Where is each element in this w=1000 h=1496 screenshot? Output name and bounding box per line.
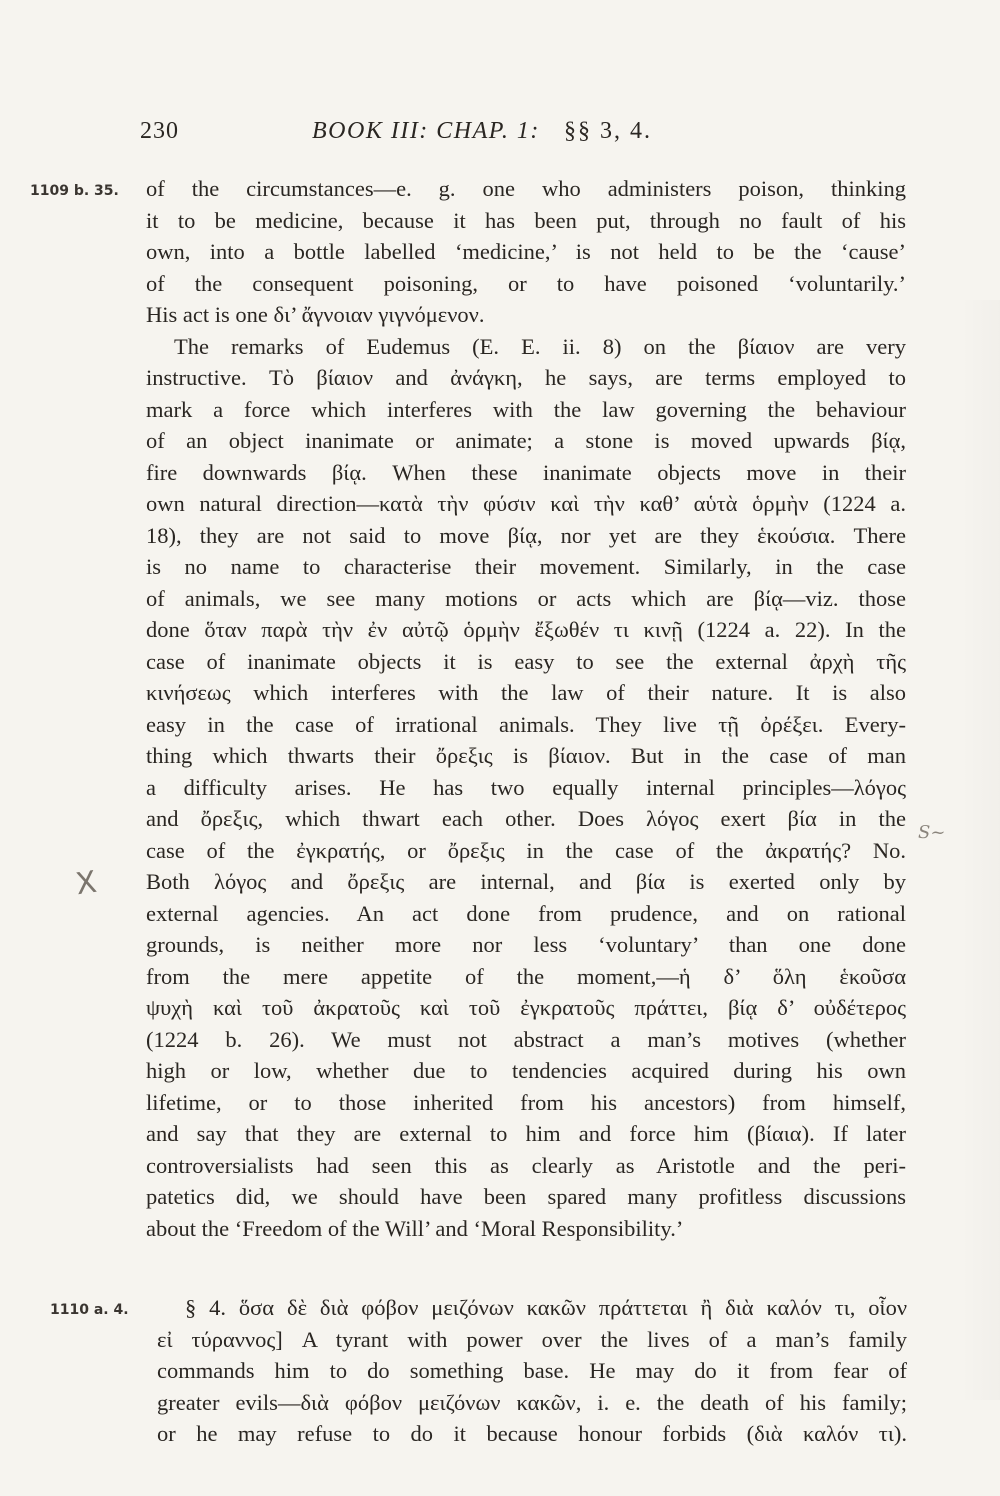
text-line: of the circumstances—e. g. one who administers poison, thinking (146, 176, 906, 201)
page-number: 230 (140, 118, 179, 144)
text-line: of an object inanimate or animate; a stone is moved upwards βίᾳ, (146, 428, 906, 453)
text-line: εἰ τύραννος] A tyrant with power over the lives of a man’s family (157, 1326, 907, 1352)
text-line: patetics did, we should have been spared many profitless discussions (146, 1184, 906, 1209)
text-line: is no name to characterise their movement. Similarly, in the case (146, 554, 906, 579)
text-line: easy in the case of irrational animals. They live τῇ ὀρέξει. Every- (146, 711, 906, 737)
text-line: it to be medicine, because it has been put, through no fault of his (146, 207, 906, 233)
handwritten-x-mark: X (73, 864, 99, 903)
text-line: commands him to do something base. He may do it from fear of (157, 1358, 907, 1383)
text-line: thing which thwarts their ὄρεξις is βίαιον. But in the case of man (146, 743, 906, 768)
text-line: controversialists had seen this as clearly as Aristotle and the peri- (146, 1152, 906, 1178)
text-line: instructive. Τὸ βίαιον and ἀνάγκη, he says, are terms employed to (146, 365, 906, 390)
handwritten-margin-scribble: S~ (918, 822, 946, 843)
margin-reference-2: 1110 a. 4. (50, 1302, 129, 1318)
text-line: high or low, whether due to tendencies acquired during his own (146, 1058, 906, 1083)
text-line: a difficulty arises. He has two equally internal principles—λόγος (146, 774, 906, 800)
text-line: Both λόγος and ὄρεξις are internal, and βία is exerted only by (146, 869, 906, 894)
section-marks: §§ 3, 4. (564, 118, 652, 144)
text-line: and say that they are external to him and force him (βίαια). If later (146, 1121, 906, 1146)
text-line: done ὅταν παρὰ τὴν ἐν αὐτῷ ὁρμὴν ἔξωθέν τι κινῇ (1224 a. 22). In the (146, 617, 906, 642)
text-line: from the mere appetite of the moment,—ἡ δ’ ὅλη ἑκοῦσα (146, 963, 906, 989)
text-line: and ὄρεξις, which thwart each other. Does λόγος exert βία in the (146, 806, 906, 831)
running-head: BOOK III: CHAP. 1: (312, 118, 540, 144)
text-line: κινήσεως which interferes with the law of their nature. It is also (146, 680, 906, 705)
text-line: or he may refuse to do it because honour forbids (διὰ καλόν τι). (157, 1421, 907, 1446)
text-line: of the consequent poisoning, or to have poisoned ‘voluntarily.’ (146, 270, 906, 296)
text-line: 18), they are not said to move βίᾳ, nor yet are they ἑκούσια. There (146, 522, 906, 548)
text-line: greater evils—διὰ φόβον μειζόνων κακῶν, i. e. the death of his family; (157, 1389, 907, 1415)
text-line: own natural direction—κατὰ τὴν φύσιν καὶ τὴν καθ’ αὑτὰ ὁρμὴν (1224 a. (146, 491, 906, 516)
text-line: grounds, is neither more nor less ‘voluntary’ than one done (146, 932, 906, 957)
text-line: The remarks of Eudemus (E. E. ii. 8) on the βίαιον are very (174, 333, 906, 359)
text-line: external agencies. An act done from prudence, and on rational (146, 900, 906, 926)
text-line: of animals, we see many motions or acts which are βίᾳ—viz. those (146, 585, 906, 611)
text-line: ψυχὴ καὶ τοῦ ἀκρατοῦς καὶ τοῦ ἐγκρατοῦς πράττει, βίᾳ δ’ οὐδέτερος (146, 995, 906, 1020)
text-line: fire downwards βίᾳ. When these inanimate objects move in their (146, 459, 906, 485)
section-4-paragraph (157, 1292, 907, 1450)
page-header (140, 118, 760, 154)
main-paragraph-block (146, 173, 906, 1244)
text-line: His act is one δι’ ἄγνοιαν γιγνόμενον. (146, 302, 485, 327)
text-line: lifetime, or to those inherited from his ancestors) from himself, (146, 1089, 906, 1115)
page-shadow (960, 300, 1000, 1400)
text-line: case of inanimate objects it is easy to see the external ἀρχὴ τῆς (146, 648, 906, 674)
text-line: mark a force which interferes with the law governing the behaviour (146, 396, 906, 422)
text-line: own, into a bottle labelled ‘medicine,’ is not held to be the ‘cause’ (146, 239, 906, 264)
text-line: case of the ἐγκρατής, or ὄρεξις in the case of the ἀκρατής? No. (146, 837, 906, 863)
text-line: § 4. ὅσα δὲ διὰ φόβον μειζόνων κακῶν πράττεται ἢ διὰ καλόν τι, οἷον (185, 1295, 907, 1320)
margin-reference-1: 1109 b. 35. (30, 183, 119, 199)
text-line: about the ‘Freedom of the Will’ and ‘Moral Responsibility.’ (146, 1215, 684, 1241)
text-line: (1224 b. 26). We must not abstract a man’s motives (whether (146, 1026, 906, 1052)
